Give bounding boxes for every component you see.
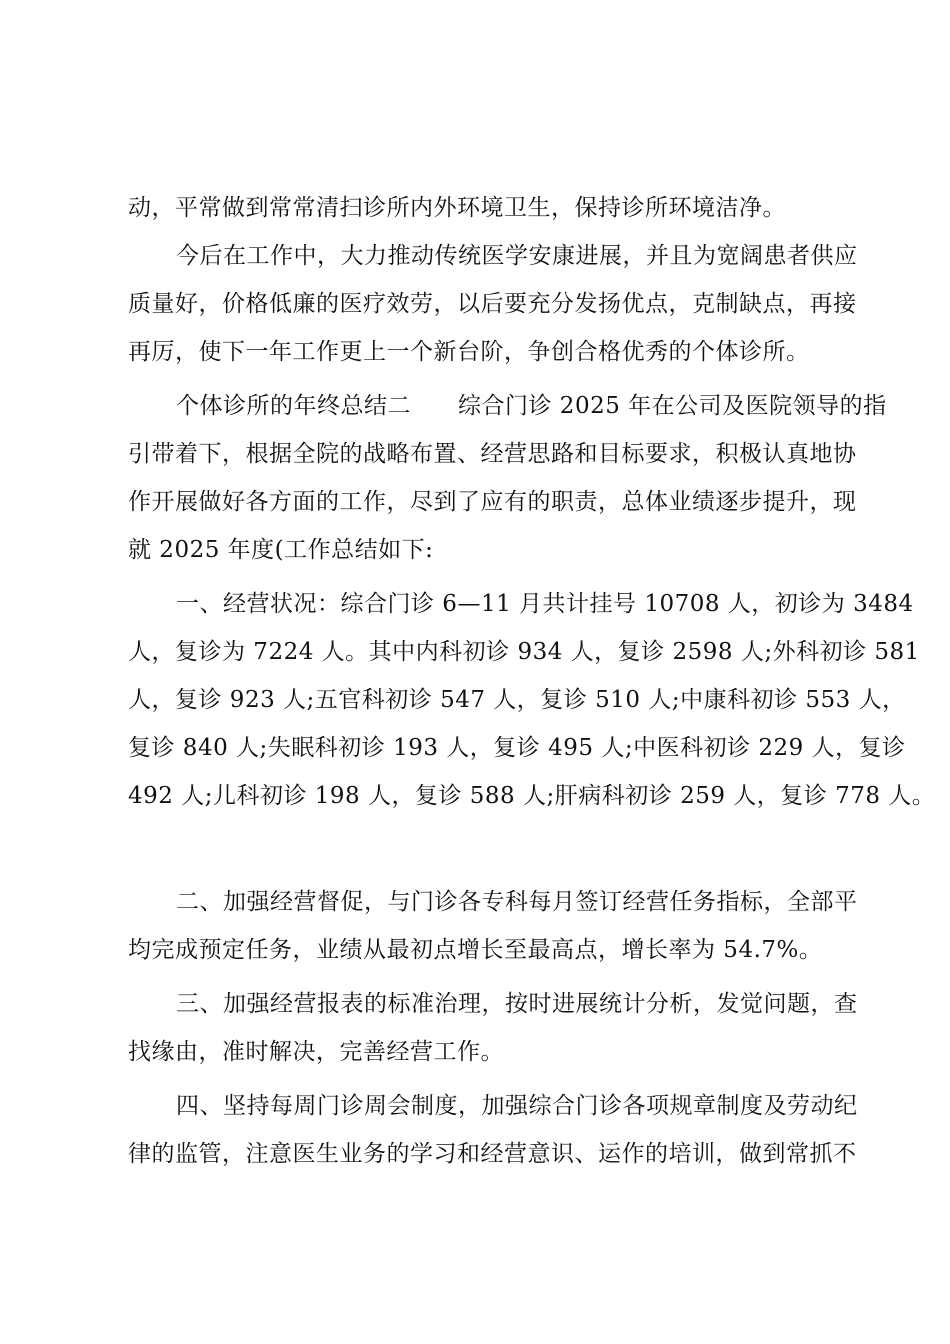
text-line-7: 作开展做好各方面的工作，尽到了应有的职责，总体业绩逐步提升，现 bbox=[128, 489, 857, 515]
text-line-11: 人，复诊 923 人;五官科初诊 547 人，复诊 510 人;中康科初诊 553 人， bbox=[128, 687, 906, 713]
text-line-19: 律的监管，注意医生业务的学习和经营意识、运作的培训，做到常抓不 bbox=[128, 1141, 857, 1167]
text-line-6: 引带着下，根据全院的战略布置、经营思路和目标要求，积极认真地协 bbox=[128, 441, 857, 467]
text-line-1: 动，平常做到常常清扫诊所内外环境卫生，保持诊所环境洁净。 bbox=[128, 195, 786, 221]
text-line-18: 四、坚持每周门诊周会制度，加强综合门诊各项规章制度及劳动纪 bbox=[176, 1093, 858, 1119]
text-line-13: 492 人;儿科初诊 198 人，复诊 588 人;肝病科初诊 259 人，复诊 778 人。 bbox=[128, 783, 936, 809]
text-line-17: 找缘由，准时解决，完善经营工作。 bbox=[128, 1039, 504, 1065]
text-line-15: 均完成预定任务，业绩从最初点增长至最高点，增长率为 54.7%。 bbox=[128, 937, 823, 963]
text-line-8: 就 2025 年度(工作总结如下: bbox=[128, 537, 434, 563]
text-line-2: 今后在工作中，大力推动传统医学安康进展，并且为宽阔患者供应 bbox=[176, 243, 858, 269]
text-line-3: 质量好，价格低廉的医疗效劳，以后要充分发扬优点，克制缺点，再接 bbox=[128, 291, 857, 317]
text-line-14: 二、加强经营督促，与门诊各专科每月签订经营任务指标，全部平 bbox=[176, 889, 858, 915]
text-line-5: 个体诊所的年终总结二 综合门诊 2025 年在公司及医院领导的指 bbox=[176, 393, 887, 419]
text-line-16: 三、加强经营报表的标准治理，按时进展统计分析，发觉问题，查 bbox=[176, 991, 858, 1017]
text-line-9: 一、经营状况：综合门诊 6—11 月共计挂号 10708 人，初诊为 3484 bbox=[176, 591, 914, 617]
text-line-4: 再厉，使下一年工作更上一个新台阶，争创合格优秀的个体诊所。 bbox=[128, 339, 810, 365]
text-line-12: 复诊 840 人;失眠科初诊 193 人，复诊 495 人;中医科初诊 229 人，复诊 bbox=[128, 735, 906, 761]
text-line-10: 人，复诊为 7224 人。其中内科初诊 934 人，复诊 2598 人;外科初诊 581 bbox=[128, 639, 920, 665]
